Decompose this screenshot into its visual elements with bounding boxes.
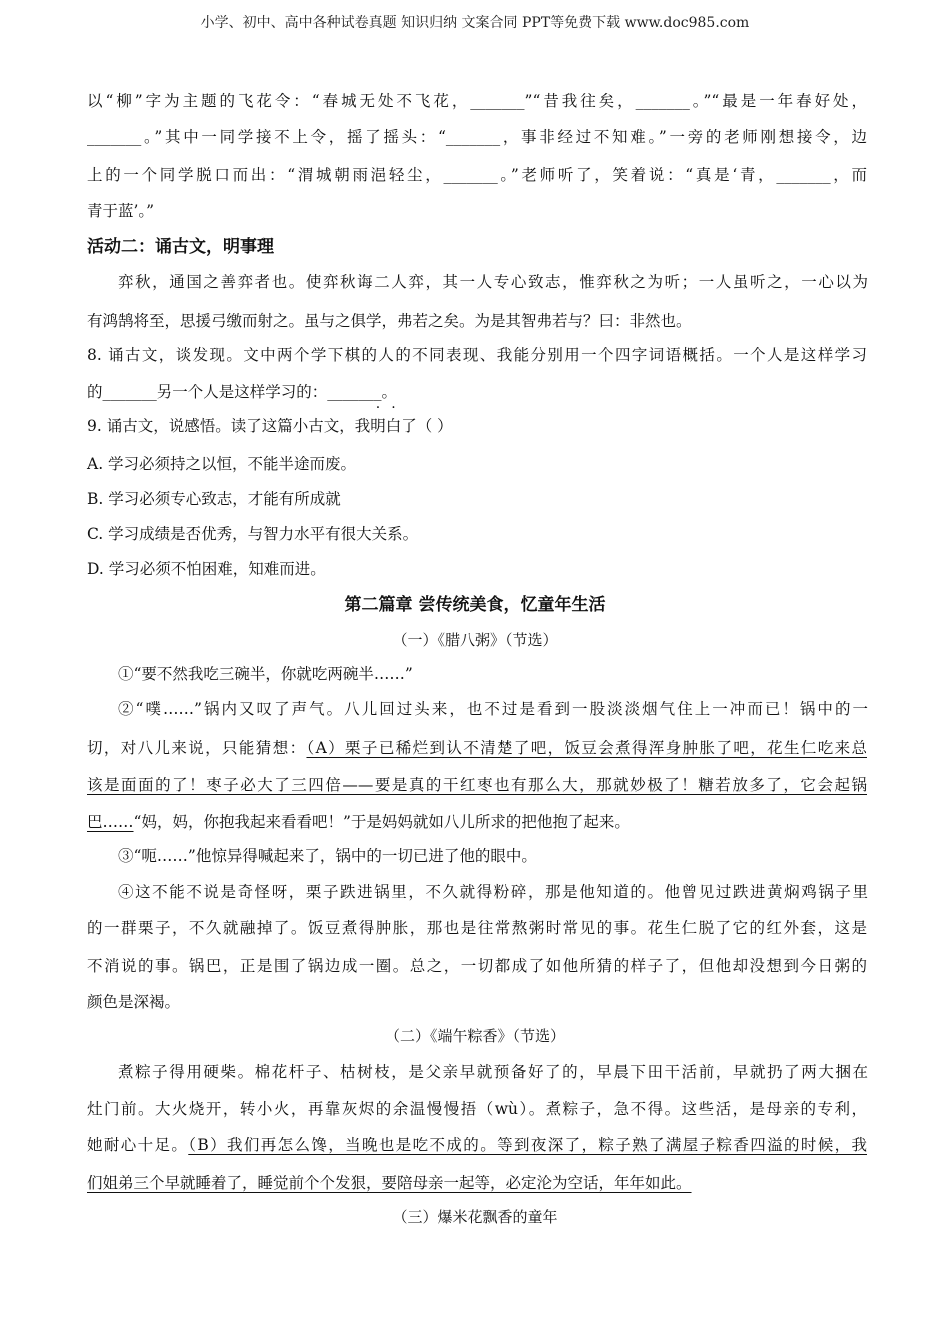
page-header: 小学、初中、高中各种试卷真题 知识归纳 文案合同 PPT等免费下载 www.doc985.com <box>200 15 750 31</box>
question-8-line-2: 的_______另一个人是这样学习的：_______。 <box>87 383 398 401</box>
intro-line-4: 青于蓝’。” <box>87 202 155 220</box>
passage-line-2: 有鸿鹄将至，思援弓缴而射之。虽与之俱学，弗若之矣。为是其智弗若与？曰：非然也。 <box>87 312 692 330</box>
section3-title: （三）爆米花飘香的童年 <box>392 1208 558 1226</box>
intro-line-2: _______。”其中一同学接不上令，摇了摇头：“_______，事非经过不知难。”一旁的老师刚想接令，边 <box>87 128 867 146</box>
zongzi-line-3: 她耐心十足。（B）我们再怎么馋，当晚也是吃不成的。等到夜深了，粽子熟了满屋子粽香四溢的时候，我 <box>87 1136 867 1154</box>
laba-p4-line-1: ④这不能不说是奇怪呀，栗子跌进锅里，不久就得粉碎，那是他知道的。他曾见过跌进黄焖鸡锅子里 <box>118 883 868 901</box>
laba-p2-line-4: 巴……“妈，妈，你抱我起来看看吧！”于是妈妈就如八儿所求的把他抱了起来。 <box>87 813 630 831</box>
underlined-passage-b: （B）我们再怎么馋，当晚也是吃不成的。等到夜深了，粽子熟了满屋子粽香四溢的时候，我 <box>188 1136 867 1154</box>
intro-line-3: 上的一个同学脱口而出：“渭城朝雨浥轻尘，_______。”老师听了，笑着说：“真是‘青，_______，而 <box>87 166 867 184</box>
intro-line-1: 以“柳”字为主题的飞花令：“春城无处不飞花，_______”“昔我往矣，_______。”“最是一年春好处， <box>87 92 867 110</box>
zongzi-line-4: 们姐弟三个早就睡着了，睡觉前个个发狠，要陪母亲一起等，必定沦为空话，年年如此。 <box>87 1174 692 1192</box>
zongzi-line-1: 煮粽子得用硬柴。棉花杆子、枯树枝，是父亲早就预备好了的，早晨下田干活前，早就扔了两大捆在 <box>118 1063 868 1081</box>
laba-p1: ①“要不然我吃三碗半，你就吃两碗半……” <box>118 665 413 683</box>
passage-line-1: 弈秋，通国之善弈者也。使弈秋诲二人弈，其一人专心致志，惟弈秋之为听；一人虽听之，一心以为 <box>118 273 868 291</box>
laba-p2-line-1: ②“噗……”锅内又叹了声气。八儿回过头来，也不过是看到一股淡淡烟气住上一冲而已！锅中的一 <box>118 700 868 718</box>
option-d: D. 学习必须不怕困难，知难而进。 <box>87 560 326 578</box>
laba-p4-line-3: 不消说的事。锅巴，正是围了锅边成一圈。总之，一切都成了如他所猜的样子了，但他却没想到今日粥的 <box>87 957 867 975</box>
option-c: C. 学习成绩是否优秀，与智力水平有很大关系。 <box>87 525 419 543</box>
laba-p2-line-3: 该是面面的了！枣子必大了三四倍——要是真的干红枣也有那么大，那就妙极了！糖若放多了，它会起锅 <box>87 776 867 794</box>
section1-title: （一）《腊八粥》（节选） <box>392 631 558 649</box>
chapter2-title: 第二篇章 尝传统美食，忆童年生活 <box>344 595 606 615</box>
laba-p3: ③“呃……”他惊异得喊起来了，锅中的一切已进了他的眼中。 <box>118 847 537 865</box>
laba-p4-line-4: 颜色是深褐。 <box>87 993 181 1011</box>
emphasis-dot-char-1: 明 <box>370 417 386 435</box>
emphasis-dot-char-2: 白 <box>385 417 402 435</box>
underlined-passage-a: （A）栗子已稀烂到认不清楚了吧，饭豆会煮得浑身肿胀了吧，花生仁吃来总 <box>306 739 867 757</box>
laba-p2-line-2: 切，对八儿来说，只能猜想：（A）栗子已稀烂到认不清楚了吧，饭豆会煮得浑身肿胀了吧，花生仁吃来总 <box>87 739 867 757</box>
activity2-title: 活动二：诵古文，明事理 <box>87 237 274 257</box>
question-9: 9. 诵古文，说感悟。读了这篇小古文，我明白了（ ） <box>87 417 453 435</box>
question-8-line-1: 8. 诵古文，谈发现。文中两个学下棋的人的不同表现、我能分别用一个四字词语概括。一个人是这样学习 <box>87 346 867 364</box>
laba-p4-line-2: 的一群栗子，不久就融掉了。饭豆煮得肿胀，那也是往常熬粥时常见的事。花生仁脱了它的红外套，这是 <box>87 919 867 937</box>
option-b: B. 学习必须专心致志，才能有所成就 <box>87 490 341 508</box>
zongzi-line-2: 灶门前。大火烧开，转小火，再靠灰烬的余温慢慢捂（wù）。煮粽子，急不得。这些活，是母亲的专利， <box>87 1100 867 1118</box>
option-a: A. 学习必须持之以恒，不能半途而废。 <box>87 455 357 473</box>
section2-title: （二）《端午粽香》（节选） <box>384 1027 565 1045</box>
